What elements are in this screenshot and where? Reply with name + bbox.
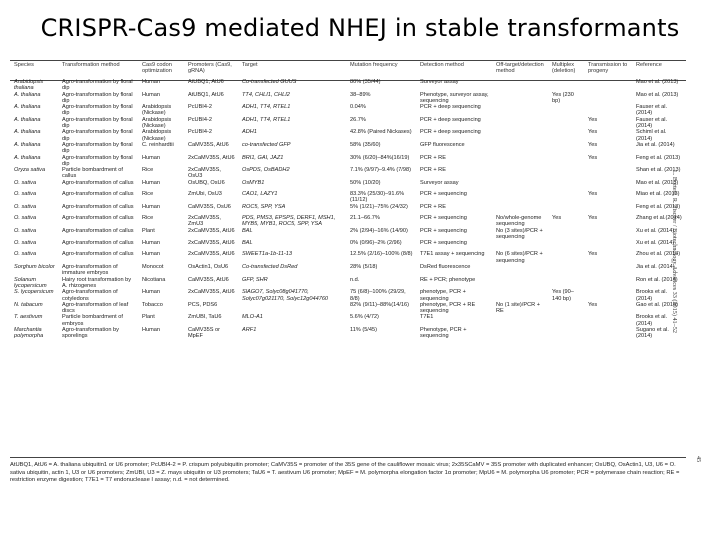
table-cell: ZmUBI, TaU6 [188, 314, 222, 321]
table-cell: Human [142, 240, 161, 247]
table-cell: O. sativa [14, 251, 37, 258]
table-cell: O. sativa [14, 203, 37, 210]
table-cell [548, 129, 584, 142]
table-cell: BRI1, GAI, JAZ1 [242, 154, 284, 161]
table-row [10, 264, 686, 277]
table-cell [584, 264, 632, 277]
table-cell: PCR + deep sequencing [420, 116, 481, 123]
table-cell: O. sativa [14, 214, 37, 221]
column-header-frequency: Mutation frequency [350, 62, 398, 68]
table-cell: Xu et al. (2014) [636, 240, 675, 247]
table-cell [584, 180, 632, 191]
table-cell: 58% (35/60) [350, 141, 381, 148]
table-cell: Rice [142, 167, 154, 174]
table-cell: 2xCaMV35S, OsU3 [188, 167, 221, 180]
table-cell: T7E1 assay + sequencing [420, 251, 485, 258]
table-cell [584, 104, 632, 117]
table-cell: BAL [242, 240, 253, 247]
table-cell: Agro-transformation by floral dip [62, 154, 133, 167]
table-cell [548, 228, 584, 241]
table-cell: T7E1 [420, 314, 434, 321]
table-cell: Yes [588, 116, 598, 123]
table-cell: Yes (90–140 bp) [552, 289, 574, 302]
table-cell: 28% (5/18) [350, 264, 378, 271]
table-cell: OsPDS, OsBADH2 [242, 167, 290, 174]
column-header-detection: Detection method [420, 62, 464, 68]
table-row [10, 180, 686, 191]
table-cell: Zhang et al.(2014) [636, 214, 682, 221]
table-row [10, 129, 686, 142]
table-cell: Mao et al. (2013) [636, 179, 679, 186]
table-cell: PCR + sequencing [420, 227, 467, 234]
table-cell [584, 204, 632, 215]
table-cell: PcUBI4-2 [188, 104, 212, 111]
table-cell: Agro-transformation of immature embryos [62, 264, 118, 277]
table-cell: Sugano et al. (2014) [636, 326, 669, 340]
table-cell: CAO1, LAZY1 [242, 191, 278, 198]
table-cell: Gao et al. (2014) [636, 301, 678, 308]
table-cell: Plant [142, 227, 155, 234]
table-cell [584, 314, 632, 327]
table-cell: Brooks et al. (2014) [636, 289, 668, 302]
column-header-promoters: Promoters (Cas9, gRNA) [188, 62, 232, 75]
table-cell: Human [142, 289, 161, 296]
table-cell: AtUBQ1, AtU6 [188, 91, 224, 98]
table-cell: Phenotype, surveyor assay, sequencing [420, 91, 489, 104]
table-bottom-rule [10, 457, 686, 458]
table-cell: C. reinhardtii [142, 141, 174, 148]
table-cell: No/whole-genome sequencing [496, 214, 542, 228]
table-cell [492, 129, 548, 142]
table-cell: RE + PCR; phenotype [420, 276, 476, 283]
table-cell: Agro-transformation of callus [62, 191, 134, 198]
table-footnote: AtUBQ1, AtU6 = A. thaliana ubiquitin1 or U6 promoter; PcUBI4-2 = P. crispum polyubiquitin promoter; CaMV35S = promoter of the 35S gene of the cauliflower mosaic virus; 2x35SCaMV = 35S promoter with duplicated enhancer; OsUBQ, OsActin1, U3, U6 = O. sativa ubiquitin, actin 1, U3 or U6 promoters; ZmUBI, U3 = Z. mays ubiquitin or U3 promoters; TaU6 = T. aestivum U6 promoter; MpEF = M. polymorpha elongation factor 1α promoter; MpU6 = M. polymorpha U6 promoter; PCR = polymerase chain reaction; RE = restriction enzyme digestion; T7E1 = T7 endonuclease I assay; n.d. = not determined. [10, 462, 680, 484]
table-cell: OsMYB1 [242, 179, 265, 186]
table-cell: phenotype, PCR + sequencing [420, 289, 466, 302]
table-cell: 42.8% (Paired Nickases) [350, 129, 412, 136]
table-cell [584, 92, 632, 105]
column-header-reference: Reference [636, 62, 662, 68]
table-cell: Agro-transformation of leaf discs [62, 301, 129, 315]
table-row [10, 240, 686, 251]
column-header-codon: Cas9 codon optimization [142, 62, 172, 75]
table-cell [584, 289, 632, 302]
table-top-rule [10, 60, 686, 61]
table-cell: 2xCaMV35S, AtU6 [188, 289, 235, 296]
table-cell: Fauser et al. (2014) [636, 104, 668, 117]
table-cell: 38–89% [350, 91, 371, 98]
table-cell: Surveyor assay [420, 79, 459, 85]
table-cell [548, 180, 584, 191]
table-cell: SWEET1a-1b-11-13 [242, 251, 292, 258]
table-cell: Sorghum bicolor [14, 264, 55, 271]
table-cell: Co-transfected GUUS [242, 79, 297, 85]
table-cell: Human [142, 154, 161, 161]
table-cell: PcUBI4-2 [188, 129, 212, 136]
column-header-multiplex: Multiplex (deletion) [552, 62, 576, 75]
table-cell [548, 251, 584, 264]
table-cell: Agro-transformation by floral dip [62, 116, 133, 130]
table-row [10, 142, 686, 155]
table-row [10, 327, 686, 340]
column-header-transformation: Transformation method [62, 62, 120, 68]
table-cell: Human [142, 179, 161, 186]
table-row [10, 228, 686, 241]
table-cell: Zhou et al. (2014) [636, 251, 681, 258]
table-cell: Feng et al. (2013) [636, 154, 681, 161]
table-cell [548, 302, 584, 315]
table-cell [548, 167, 584, 180]
table-cell [548, 104, 584, 117]
table-cell: ADH1 [242, 129, 257, 136]
table-cell [238, 302, 346, 315]
table-cell: DsRed fluorescence [420, 264, 471, 271]
table-cell [492, 142, 548, 155]
column-header-target: Target [242, 62, 258, 68]
table-cell: Yes [588, 154, 598, 161]
table-cell: OsActin1, OsU6 [188, 264, 229, 271]
table-cell [492, 314, 548, 327]
table-cell [492, 180, 548, 191]
table-cell: GFP fluorescence [420, 141, 465, 148]
table-row [10, 302, 686, 315]
table-cell: AtUBQ1, AtU6 [188, 79, 224, 85]
table-cell: Particle bombardment of callus [62, 167, 123, 180]
table-cell [548, 79, 584, 92]
table-row [10, 251, 686, 264]
table-cell [548, 264, 584, 277]
table-cell [548, 314, 584, 327]
table-cell: 2xCaMV35S, ZmU3 [188, 214, 221, 228]
table-cell: PCS, PDS6 [188, 301, 218, 308]
table-cell: Jia et al. (2014) [636, 141, 675, 148]
table-cell: Arabidopsis (Nickase) [142, 116, 172, 130]
table-cell: 2xCaMV35S, AtU6 [188, 251, 235, 258]
table-cell [548, 204, 584, 215]
table-cell: Brooks et al. (2014) [636, 314, 668, 327]
table-cell: O. sativa [14, 227, 37, 234]
table-cell: Agro-transformation by floral dip [62, 79, 133, 92]
table-cell: No (6 sites)/PCR + sequencing [496, 251, 543, 264]
table-cell: N. tabacum [14, 301, 43, 308]
table-cell: Nicotiana [142, 276, 166, 283]
table-cell: 30% (6/20)–84%(16/19) [350, 154, 410, 161]
table-cell: 80% (35/44) [350, 79, 381, 85]
table-cell: CaMV35S or MpEF [188, 326, 221, 340]
table-cell: Yes [552, 214, 562, 221]
table-cell: Arabidopsis (Nickase) [142, 129, 172, 142]
table-cell: Yes [588, 191, 598, 198]
table-cell: Human [142, 203, 161, 210]
table-cell: Plant [142, 314, 155, 321]
table-cell: 0.04% [350, 104, 366, 111]
table-cell [584, 277, 632, 290]
table-cell: O. sativa [14, 240, 37, 247]
table-cell: Particle bombardment of embryos [62, 314, 123, 327]
table-cell: Fauser et al. (2014) [636, 116, 668, 130]
table-cell: PCR + RE [420, 203, 446, 210]
table-cell: Jia et al. (2014) [636, 264, 675, 271]
table-cell [492, 289, 548, 302]
table-cell: Yes [588, 214, 598, 221]
table-cell: co-transfected GFP [242, 141, 291, 148]
table-cell: GFP, SHR [242, 276, 268, 283]
table-cell: 5.6% (4/72) [350, 314, 379, 321]
document-page [10, 58, 698, 534]
table-cell: 12.5% (2/16)–100% (8/8) [350, 251, 413, 258]
table-cell: Tobacco [142, 301, 163, 308]
table-cell [548, 142, 584, 155]
table-cell [492, 79, 548, 92]
table-cell: Yes [588, 129, 598, 136]
table-cell: Surveyor assay [420, 179, 459, 186]
table-cell: Solanum lycopersicum [14, 276, 47, 289]
table-cell: 2xCaMV35S, AtU6 [188, 227, 235, 234]
table-cell: 83.3% (25/30)–91.6%(11/12) [350, 191, 405, 204]
table-cell: No (1 site)/PCR + RE [496, 301, 540, 315]
table-cell: PcUBI4-2 [188, 116, 212, 123]
table-cell: 82% (9/11)–88%(14/16) [350, 301, 409, 308]
table-cell: Miao et al. (2013) [636, 191, 680, 198]
table-cell: 21.1–66.7% [350, 214, 380, 221]
table-cell: Agro-transformation by floral dip [62, 104, 133, 117]
slide-title: CRISPR-Cas9 mediated NHEJ in stable transformants [40, 14, 680, 42]
column-header-offtarget: Off-target/detection method [496, 62, 544, 75]
table-cell: PCR + sequencing [420, 214, 467, 221]
table-cell: O. sativa [14, 179, 37, 186]
table-cell: A. thaliana [14, 91, 41, 98]
table-cell: Agro-transformation of callus [62, 251, 134, 258]
table-cell [492, 264, 548, 277]
table-cell: A. thaliana [14, 104, 41, 111]
table-cell: OsUBQ, OsU6 [188, 179, 225, 186]
table-cell [492, 117, 548, 130]
table-cell [584, 79, 632, 92]
table-cell: 50% (10/20) [350, 179, 381, 186]
table-cell: ARF1 [242, 326, 257, 333]
page-number: 45 [695, 456, 702, 463]
table-cell [492, 104, 548, 117]
table-cell: CaMV35S, AtU6 [188, 141, 229, 148]
table-cell: PCR + sequencing [420, 240, 467, 247]
table-cell [492, 155, 548, 168]
column-header-species: Species [14, 62, 34, 68]
table-cell: TT4, CHLI1, CHLI2 [242, 91, 290, 98]
table-row [10, 117, 686, 130]
table-cell: 26.7% [350, 116, 366, 123]
table-cell [492, 240, 548, 251]
table-cell: Ron et al. (2014) [636, 276, 678, 283]
table-cell: Agro-transformation of cotyledons [62, 289, 118, 302]
table-cell: Yes (230 bp) [552, 91, 574, 104]
table-cell: Feng et al. (2013) [636, 203, 681, 210]
table-cell: PCR + RE [420, 167, 446, 174]
table-cell: O. sativa [14, 191, 37, 198]
table-cell: PCR + deep sequencing [420, 104, 481, 111]
table-cell: Mao et al. (2013) [636, 79, 679, 85]
table-cell [548, 191, 584, 204]
table-cell: Hairy root transformation by A. rhizogenes [62, 276, 132, 289]
table-cell: 5% (1/21)–75% (24/32) [350, 203, 408, 210]
table-cell: Oryza sativa [14, 167, 46, 174]
table-cell: Schiml et al. (2014) [636, 129, 667, 142]
table-row [10, 191, 686, 204]
table-cell: T. aestivum [14, 314, 43, 321]
table-cell: A. thaliana [14, 116, 41, 123]
table-cell: CaMV35S, AtU6 [188, 276, 229, 283]
table-cell: A. thaliana [14, 129, 41, 136]
table-cell: Agro-transformation of callus [62, 240, 134, 247]
table-cell: 0% (0/96)–2% (2/96) [350, 240, 402, 247]
table-cell: Agro-transformation by floral dip [62, 141, 133, 155]
table-cell: Human [142, 91, 161, 98]
table-cell: Arabidopsis (Nickase) [142, 104, 172, 117]
table-body [10, 79, 686, 340]
table-cell: Arabidopsis thaliana [14, 79, 44, 92]
table-cell: phenotype, PCR + RE sequencing [420, 301, 476, 315]
table-cell: Xu et al. (2014) [636, 227, 675, 234]
table-cell: n.d. [350, 276, 360, 283]
table-row [10, 79, 686, 92]
table-cell: Agro-transformation of callus [62, 214, 134, 221]
table-cell: 75 (6/8)–100% (29/29, 8/8) [350, 289, 406, 302]
table-cell: S. lycopersicum [14, 289, 54, 296]
table-cell: 11% (5/45) [350, 326, 377, 333]
table-row [10, 92, 686, 105]
table-cell: MLO-A1 [242, 314, 263, 321]
table-cell: Monocot [142, 264, 164, 271]
table-cell: Shan et al. (2013) [636, 167, 681, 174]
table-cell: CaMV35S, OsU6 [188, 203, 231, 210]
table-cell: Human [142, 251, 161, 258]
column-header-transmission: Transmission to progeny [588, 62, 628, 75]
transformants-table [10, 62, 686, 340]
table-cell: ZmUbi, OsU3 [188, 191, 222, 198]
table-cell: Yes [588, 301, 598, 308]
table-cell: Agro-transformation by floral dip [62, 129, 133, 142]
table-cell: PDS, PMS3, EPSPS, DERF1, MSH1, MYB5, MYB1, ROC5, SPP, YSA [242, 214, 336, 228]
table-cell: Human [142, 326, 161, 333]
table-cell [492, 92, 548, 105]
table-cell: PCR + RE [420, 154, 446, 161]
table-cell: ADH1, TT4, RTEL1 [242, 116, 291, 123]
table-cell: Phenotype, PCR + sequencing [420, 326, 467, 340]
table-cell: Agro-transformation by sporelings [62, 326, 119, 340]
table-cell: No (3 sites)/PCR + sequencing [496, 227, 543, 240]
table-cell [584, 327, 632, 340]
table-cell [584, 240, 632, 251]
table-cell: A. thaliana [14, 154, 41, 161]
table-cell: Agro-transformation of callus [62, 227, 134, 234]
table-cell: 2xCaMV35S, AtU6 [188, 240, 235, 247]
table-cell [492, 327, 548, 340]
table-cell [584, 167, 632, 180]
table-cell: BAL [242, 227, 253, 234]
table-row [10, 215, 686, 228]
table-cell: 2xCaMV35S, AtU6 [188, 154, 235, 161]
table-cell: ADH1, TT4, RTEL1 [242, 104, 291, 111]
table-cell: Co-transfected DsRed [242, 264, 298, 271]
table-cell [548, 155, 584, 168]
table-cell [492, 191, 548, 204]
table-cell: SlAGO7, Solyc08g041770, Solyc07g021170, Solyc12g044760 [242, 289, 329, 302]
table-cell: PCR + deep sequencing [420, 129, 481, 136]
table-cell: Agro-transformation of callus [62, 203, 134, 210]
table-cell: Rice [142, 191, 154, 198]
table-header-row [10, 62, 686, 79]
table-cell: Agro-transformation of callus [62, 179, 134, 186]
table-cell: PCR + sequencing [420, 191, 467, 198]
table-cell: Yes [588, 251, 598, 258]
table-row [10, 314, 686, 327]
table-cell: A. thaliana [14, 141, 41, 148]
table-cell: Marchantia polymorpha [14, 326, 44, 340]
table-cell [548, 240, 584, 251]
table-cell [492, 167, 548, 180]
journal-citation: L. Bortesi, R. Fischer / Biotechnology Advances 33 (2015) 41–52 [671, 170, 678, 333]
table-row [10, 289, 686, 302]
table-row [10, 155, 686, 168]
table-cell: Mao et al. (2013) [636, 91, 679, 98]
table-cell: Human [142, 79, 161, 85]
table-row [10, 204, 686, 215]
table-cell [492, 277, 548, 290]
table-cell: Rice [142, 214, 154, 221]
table-cell [492, 204, 548, 215]
table-cell: Agro-transformation by floral dip [62, 91, 133, 104]
table-cell [548, 277, 584, 290]
table-row [10, 277, 686, 290]
table-row [10, 167, 686, 180]
table-cell: ROC5, SPP, YSA [242, 203, 286, 210]
table-cell: 2% (2/94)–16% (14/90) [350, 227, 408, 234]
table-cell [584, 228, 632, 241]
table-cell: 7.1% (9/97)–9.4% (7/98) [350, 167, 411, 174]
table-cell [548, 327, 584, 340]
table-row [10, 104, 686, 117]
table-cell [548, 117, 584, 130]
table-cell: Yes [588, 141, 598, 148]
